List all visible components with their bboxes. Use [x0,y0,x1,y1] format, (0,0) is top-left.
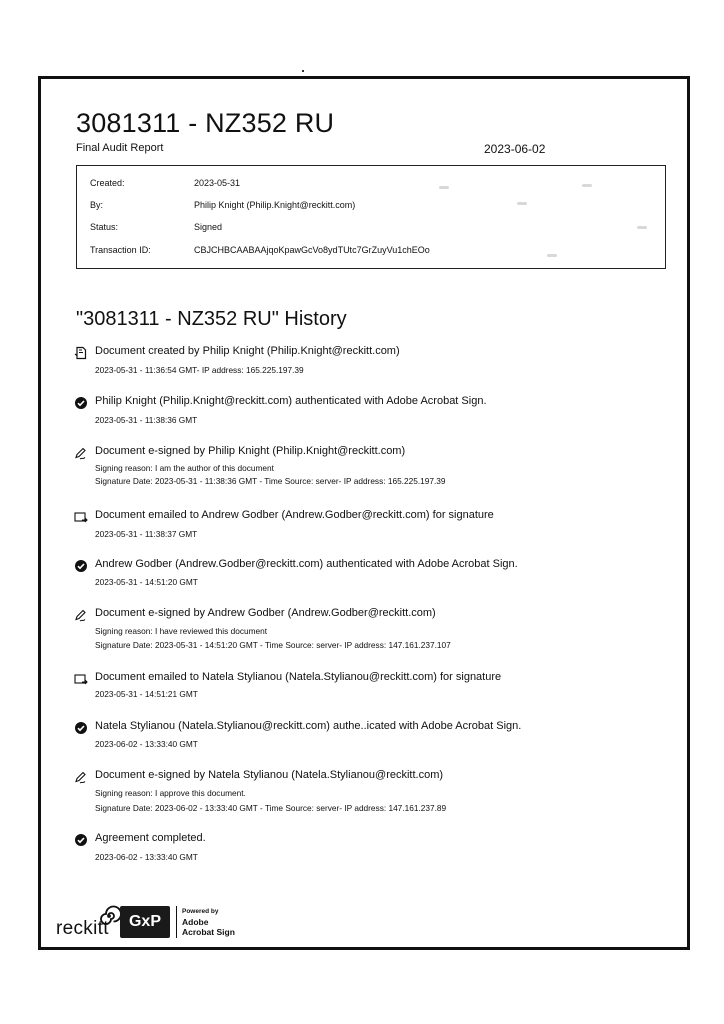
authenticated-check-icon [74,396,88,410]
event-text: Document created by Philip Knight (Philip.Knight@reckitt.com) [95,345,400,357]
event-detail: Signing reason: I have reviewed this document [95,626,268,636]
event-detail: Signing reason: I am the author of this document [95,463,274,473]
scan-speck [547,254,557,257]
meta-label: Status: [90,222,119,232]
scan-speck [439,186,449,189]
logo-divider [176,906,177,938]
powered-by-label: Powered by [182,908,219,915]
authenticated-check-icon [74,559,88,573]
event-detail: Signature Date: 2023-05-31 - 14:51:20 GMT - Time Source: server- IP address: 147.161.237.107 [95,640,451,650]
event-detail: 2023-05-31 - 11:38:36 GMT [95,415,198,425]
meta-value: 2023-05-31 [194,178,241,188]
reckitt-logo-text: reckitt [56,918,109,939]
email-sent-icon [74,672,88,686]
event-detail: Signature Date: 2023-06-02 - 13:33:40 GMT - Time Source: server- IP address: 147.161.237.89 [95,803,447,813]
acrobat-sign-line: Acrobat Sign [182,927,235,937]
meta-value: Signed [194,222,223,232]
meta-value: CBJCHBCAABAAjqoKpawGcVo8ydTUtc7GrZuyVu1chEOo [194,245,430,255]
event-text: Document e-signed by Philip Knight (Philip.Knight@reckitt.com) [95,445,406,457]
meta-label: Transaction ID: [90,245,151,255]
scan-dot [302,70,304,72]
adobe-acrobat-sign-logo [182,917,235,937]
email-sent-icon [74,510,88,524]
event-text: Document e-signed by Andrew Godber (Andrew.Godber@reckitt.com) [95,607,436,619]
event-detail: 2023-06-02 - 13:33:40 GMT [95,739,198,749]
event-detail: 2023-05-31 - 14:51:20 GMT [95,577,198,587]
event-detail: 2023-06-02 - 13:33:40 GMT [95,852,198,862]
event-text: Document emailed to Natela Stylianou (Natela.Stylianou@reckitt.com) for signature [95,671,502,683]
report-subtitle: Final Audit Report [76,142,164,154]
event-text: Document emailed to Andrew Godber (Andrew.Godber@reckitt.com) for signature [95,509,494,521]
meta-label: By: [90,200,104,210]
report-date: 2023-06-02 [484,142,546,156]
event-text: Andrew Godber (Andrew.Godber@reckitt.com) authenticated with Adobe Acrobat Sign. [95,558,518,570]
document-created-icon [74,346,88,360]
history-title: "3081311 - NZ352 RU" History [76,308,347,330]
esign-pen-icon [74,608,88,622]
event-detail: 2023-05-31 - 11:36:54 GMT- IP address: 165.225.197.39 [95,365,304,375]
authenticated-check-icon [74,721,88,735]
event-detail: Signing reason: I approve this document. [95,788,246,798]
event-detail: Signature Date: 2023-05-31 - 11:38:36 GMT - Time Source: server- IP address: 165.225.197.39 [95,476,446,486]
event-text: Philip Knight (Philip.Knight@reckitt.com) authenticated with Adobe Acrobat Sign. [95,395,487,407]
reckitt-swirl-icon [98,905,120,927]
esign-pen-icon [74,446,88,460]
footer-logos [56,904,246,944]
event-text: Agreement completed. [95,832,206,844]
event-text: Natela Stylianou (Natela.Stylianou@reckitt.com) authe..icated with Adobe Acrobat Sign. [95,720,522,732]
transaction-summary-box [76,165,666,269]
gxp-badge: GxP [120,906,170,938]
scan-speck [517,202,527,205]
meta-label: Created: [90,178,125,188]
adobe-line: Adobe [182,917,209,927]
event-text: Document e-signed by Natela Stylianou (Natela.Stylianou@reckitt.com) [95,769,444,781]
event-detail: 2023-05-31 - 11:38:37 GMT [95,529,198,539]
report-title: 3081311 - NZ352 RU [76,108,335,138]
esign-pen-icon [74,770,88,784]
meta-value: Philip Knight (Philip.Knight@reckitt.com) [194,200,356,210]
scan-speck [637,226,647,229]
scan-speck [582,184,592,187]
authenticated-check-icon [74,833,88,847]
event-detail: 2023-05-31 - 14:51:21 GMT [95,689,198,699]
